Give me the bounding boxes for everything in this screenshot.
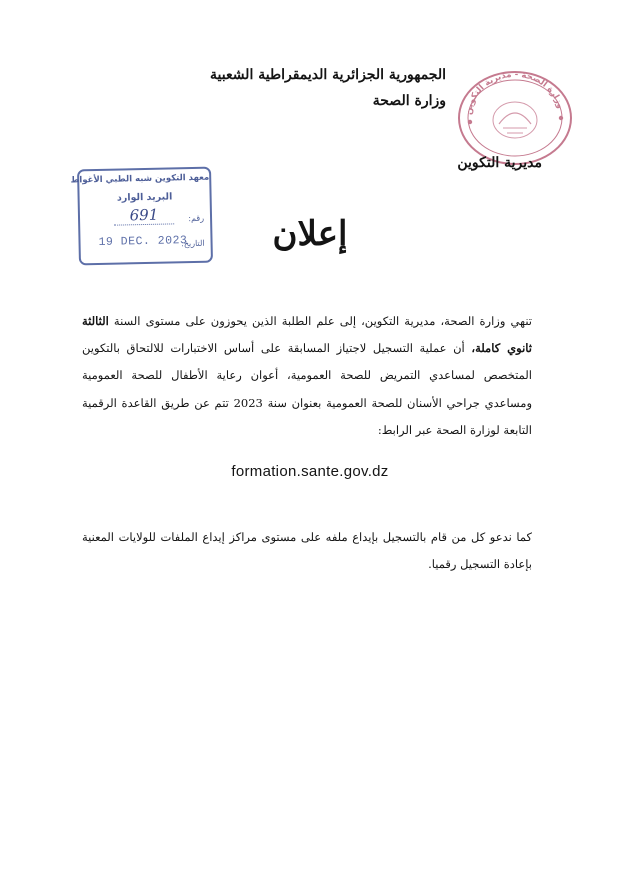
paragraph-1-body: أن عملية التسجيل لاجتياز المسابقة على أساس الاختبارات للالتحاق بالتكوين المتخصص لمساعدي التمريض للصحة العمومية، أعوان رعاية الأطفال للصحة العمومية ومساعدي جراحي الأسنان للصحة العمومية بعنوان سنة	[82, 341, 532, 410]
directorate-label: مديرية التكوين	[457, 155, 542, 171]
republic-heading: الجمهورية الجزائرية الديمقراطية الشعبية	[209, 67, 446, 83]
stamp-institute: معهد التكوين شبه الطبي الأغواط	[70, 172, 210, 186]
stamp-mail-label: البريد الوارد	[116, 191, 173, 204]
announcement-paragraph-1	[82, 308, 532, 444]
svg-text:وزارة الصحة - مديرية التكوين	[464, 70, 565, 116]
announcement-paragraph-2: كما ندعو كل من قام بالتسجيل بإيداع ملفه على مستوى مراكز إيداع الملفات للولايات المعنية بإعادة التسجيل رقميا.	[82, 530, 532, 572]
stamp-date-label: التاريخ:	[181, 238, 205, 249]
ministry-heading: وزارة الصحة	[372, 93, 446, 109]
announcement-title: إعلان	[272, 214, 348, 254]
letterhead	[210, 62, 446, 114]
paragraph-1-year: 2023	[233, 395, 263, 410]
paragraph-1-end: تتم عن طريق القاعدة الرقمية التابعة لوزارة الصحة عبر الرابط:	[82, 395, 532, 437]
stamp-date: 19 DEC. 2023	[98, 234, 188, 249]
stamp-ref-label: رقم:	[188, 213, 205, 224]
seal-text: وزارة الصحة - مديرية التكوين	[463, 69, 566, 116]
registration-url[interactable]: formation.sante.gov.dz	[231, 463, 389, 480]
ministry-round-seal	[449, 62, 577, 166]
stamp-ref-number: 691	[114, 205, 174, 225]
paragraph-1-lead: تنهي وزارة الصحة، مديرية التكوين، إلى علم الطلبة الذين يحوزون على مستوى السنة	[113, 314, 533, 328]
paragraph-1-emphasis: الثالثة ثانوي كاملة،	[82, 314, 533, 356]
